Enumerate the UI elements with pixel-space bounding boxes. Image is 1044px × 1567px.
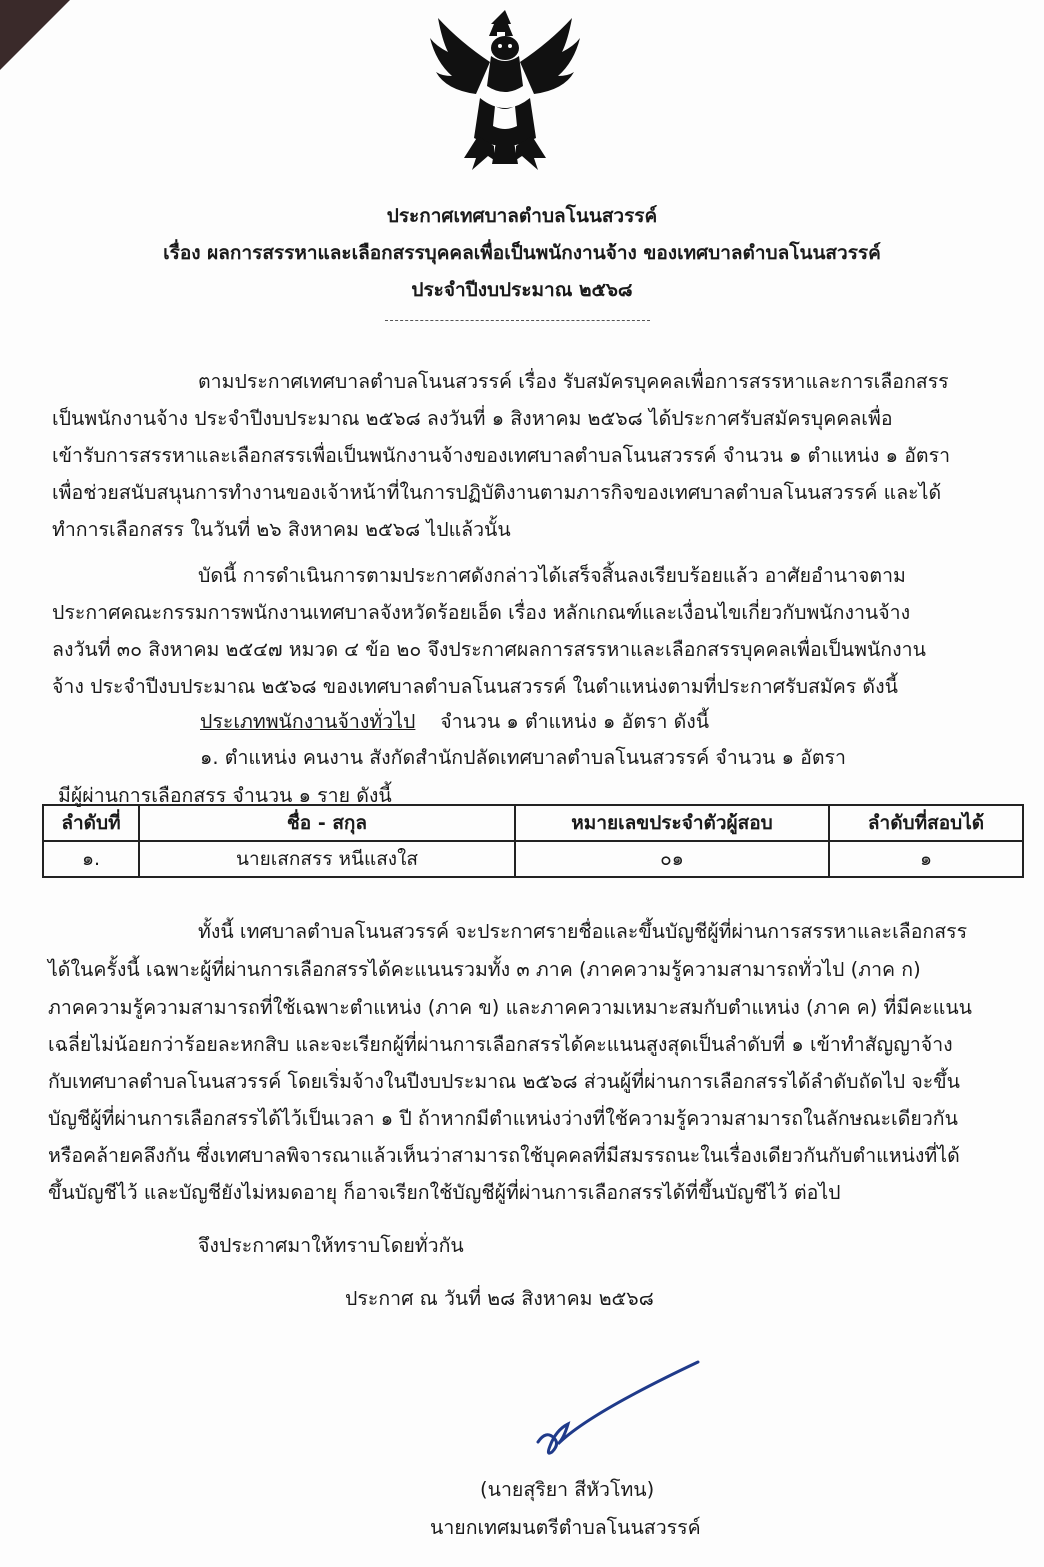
para1-line-3: เข้ารับการสรรหาและเลือกสรรเพื่อเป็นพนักงานจ้างของเทศบาลตำบลโนนสวรรค์ จำนวน ๑ ตำแหน่ง ๑ อัตรา: [52, 444, 951, 467]
header-title: ประกาศเทศบาลตำบลโนนสวรรค์: [386, 205, 658, 227]
closing-line: จึงประกาศมาให้ทราบโดยทั่วกัน: [198, 1234, 464, 1257]
cell-order: ๑.: [43, 841, 139, 877]
scan-corner-shadow: [0, 0, 70, 70]
results-table: [42, 804, 1024, 878]
category-title: ประเภทพนักงานจ้างทั่วไป: [200, 710, 416, 733]
para2-line-4: จ้าง ประจำปีงบประมาณ ๒๕๖๘ ของเทศบาลตำบลโนนสวรรค์ ในตำแหน่งตามที่ประกาศรับสมัคร ดังนี้: [52, 675, 898, 698]
cell-name: นายเสกสรร หนีแสงใส: [139, 841, 515, 877]
signature-icon: [530, 1360, 700, 1470]
col-header-exam-id: หมายเลขประจำตัวผู้สอบ: [515, 805, 829, 841]
para3-line-1: ทั้งนี้ เทศบาลตำบลโนนสวรรค์ จะประกาศรายชื่อและขึ้นบัญชีผู้ที่ผ่านการสรรหาและเลือกสรร: [198, 920, 968, 943]
category-detail: จำนวน ๑ ตำแหน่ง ๑ อัตรา ดังนี้: [440, 710, 710, 733]
para3-line-2: ได้ในครั้งนี้ เฉพาะผู้ที่ผ่านการเลือกสรรได้คะแนนรวมทั้ง ๓ ภาค (ภาคความรู้ความสามารถทั่วไป (ภาค ก): [48, 958, 921, 981]
para3-line-5: กับเทศบาลตำบลโนนสวรรค์ โดยเริ่มจ้างในปีงบประมาณ ๒๕๖๘ ส่วนผู้ที่ผ่านการเลือกสรรได้ลำดับถัดไป จะขึ้น: [48, 1070, 960, 1093]
table-row: [43, 841, 1023, 877]
cell-rank: ๑: [829, 841, 1023, 877]
position-line: ๑. ตำแหน่ง คนงาน สังกัดสำนักปลัดเทศบาลตำบลโนนสวรรค์ จำนวน ๑ อัตรา: [200, 746, 846, 769]
para2-line-2: ประกาศคณะกรรมการพนักงานเทศบาลจังหวัดร้อยเอ็ด เรื่อง หลักเกณฑ์และเงื่อนไขเกี่ยวกับพนักงานจ้าง: [52, 601, 911, 624]
para3-line-4: เฉลี่ยไม่น้อยกว่าร้อยละหกสิบ และจะเรียกผู้ที่ผ่านการเลือกสรรได้คะแนนสูงสุดเป็นลำดับที่ ๑ เข้าทำสัญญาจ้าง: [48, 1033, 953, 1056]
header-divider: [385, 320, 650, 321]
para1-line-2: เป็นพนักงานจ้าง ประจำปีงบประมาณ ๒๕๖๘ ลงวันที่ ๑ สิงหาคม ๒๕๖๘ ได้ประกาศรับสมัครบุคคลเพื่อ: [52, 407, 893, 430]
para2-line-1: บัดนี้ การดำเนินการตามประกาศดังกล่าวได้เสร็จสิ้นลงเรียบร้อยแล้ว อาศัยอำนาจตาม: [198, 564, 906, 587]
para3-line-7: หรือคล้ายคลึงกัน ซึ่งเทศบาลพิจารณาแล้วเห็นว่าสามารถใช้บุคคลที่มีสมรรถนะในเรื่องเดียวกันกับตำแหน่งที่ได้: [48, 1144, 960, 1167]
cell-exam-id: ๐๑: [515, 841, 829, 877]
para3-line-8: ขึ้นบัญชีไว้ และบัญชียังไม่หมดอายุ ก็อาจเรียกใช้บัญชีผู้ที่ผ่านการเลือกสรรได้ที่ขึ้นบัญชีไว้ ต่อไป: [48, 1181, 841, 1204]
garuda-emblem-icon: [420, 6, 590, 176]
col-header-name: ชื่อ - สกุล: [139, 805, 515, 841]
signer-title: นายกเทศมนตรีตำบลโนนสวรรค์: [430, 1516, 701, 1539]
passed-line: มีผู้ผ่านการเลือกสรร จำนวน ๑ ราย ดังนี้: [58, 784, 392, 807]
para3-line-3: ภาคความรู้ความสามารถที่ใช้เฉพาะตำแหน่ง (ภาค ข) และภาคความเหมาะสมกับตำแหน่ง (ภาค ค) ที่มีคะแนน: [48, 996, 972, 1019]
col-header-order: ลำดับที่: [43, 805, 139, 841]
para3-line-6: บัญชีผู้ที่ผ่านการเลือกสรรได้ไว้เป็นเวลา ๑ ปี ถ้าหากมีตำแหน่งว่างที่ใช้ความรู้ความสามารถในลักษณะเดียวกัน: [48, 1107, 958, 1130]
category-line: [200, 706, 709, 737]
para1-line-5: ทำการเลือกสรร ในวันที่ ๒๖ สิงหาคม ๒๕๖๘ ไปแล้วนั้น: [52, 518, 511, 541]
table-header-row: [43, 805, 1023, 841]
para2-line-3: ลงวันที่ ๓๐ สิงหาคม ๒๕๔๗ หมวด ๔ ข้อ ๒๐ จึงประกาศผลการสรรหาและเลือกสรรบุคคลเพื่อเป็นพนักงาน: [52, 638, 926, 661]
para1-line-4: เพื่อช่วยสนับสนุนการทำงานของเจ้าหน้าที่ในการปฏิบัติงานตามภารกิจของเทศบาลตำบลโนนสวรรค์ และได้: [52, 481, 942, 504]
date-line: ประกาศ ณ วันที่ ๒๘ สิงหาคม ๒๕๖๘: [345, 1287, 654, 1310]
header-fiscal-year: ประจำปีงบประมาณ ๒๕๖๘: [411, 279, 633, 301]
signer-name: (นายสุริยา สีหัวโทน): [480, 1478, 655, 1501]
header-subject: เรื่อง ผลการสรรหาและเลือกสรรบุคคลเพื่อเป็นพนักงานจ้าง ของเทศบาลตำบลโนนสวรรค์: [163, 242, 881, 264]
para1-line-1: ตามประกาศเทศบาลตำบลโนนสวรรค์ เรื่อง รับสมัครบุคคลเพื่อการสรรหาและการเลือกสรร: [198, 370, 949, 393]
col-header-rank: ลำดับที่สอบได้: [829, 805, 1023, 841]
